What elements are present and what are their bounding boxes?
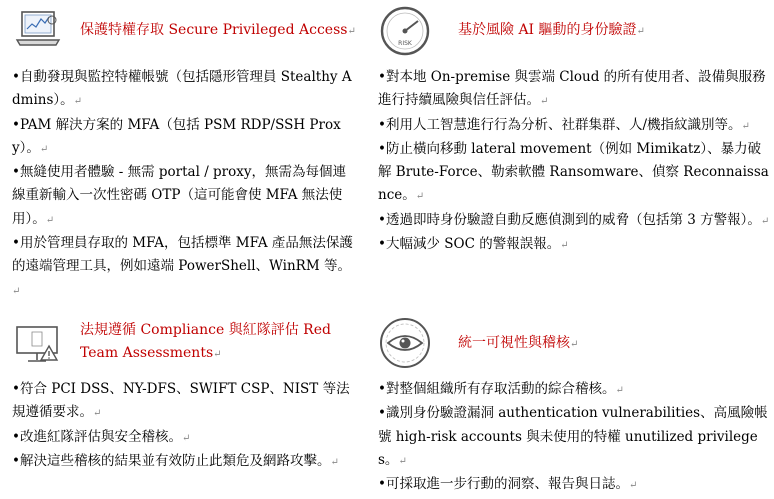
bullet-list [12,378,362,474]
eye-visibility-icon [378,316,432,370]
list-item: •自動發現與監控特權帳號（包括隱形管理員 Stealthy Admins）。↵ [12,69,352,109]
list-item: •透過即時身份驗證自動反應偵測到的威脅（包括第 3 方警報）。↵ [378,211,770,228]
list-item: •大幅減少 SOC 的警報誤報。↵ [378,236,569,253]
list-item: •識別身份驗證漏洞 authentication vulnerabilities、高風險帳號 high-risk accounts 與未使用的特權 unutilized privileges。↵ [378,405,768,468]
section-title: 統一可視性與稽核↵ [458,335,579,351]
monitor-warning-icon [14,324,62,366]
list-item: •無縫使用者體驗 - 無需 portal / proxy，無需為每個連線重新輸入一次性密碼 OTP（這可能會使 MFA 無法使用）。↵ [12,164,347,227]
laptop-chart-icon [14,10,64,48]
list-item: •可採取進一步行動的洞察、報告與日誌。↵ [378,476,638,493]
section-unified-visibility [370,312,774,499]
gauge-label: RISK [398,40,412,47]
list-item: •符合 PCI DSS、NY-DFS、SWIFT CSP、NIST 等法規遵循要求。↵ [12,381,350,421]
bullet-list [12,66,357,303]
section-compliance-red-team [0,312,380,499]
list-item: •用於管理員存取的 MFA，包括標準 MFA 產品無法保護的遠端管理工具，例如遠端 PowerShell、WinRM 等。↵ [12,235,353,297]
section-risk-based-ai-auth [370,0,774,320]
list-item: •防止橫向移動 lateral movement（例如 Mimikatz）、暴力破解 Brute-Force、勒索軟體 Ransomware、偵察 Reconnaissance。↵ [378,140,769,204]
section-title: 基於風險 AI 驅動的身份驗證↵ [458,22,645,38]
list-item: •解決這些稽核的結果並有效防止此類危及網路攻擊。↵ [12,452,339,469]
section-title: 保護特權存取 Secure Privileged Access↵ [80,22,356,38]
section-secure-privileged-access [0,0,380,320]
list-item: •改進紅隊評估與安全稽核。↵ [12,428,191,445]
risk-gauge-icon [378,4,432,58]
bullet-list [378,378,770,497]
bullet-list [378,66,770,257]
list-item: •利用人工智慧進行行為分析、社群集群、人/機指紋識別等。↵ [378,116,750,133]
list-item: •對整個組織所有存取活動的綜合稽核。↵ [378,381,624,397]
list-item: •PAM 解決方案的 MFA（包括 PSM RDP/SSH Proxy）。↵ [12,116,341,156]
section-title: 法規遵循 Compliance 與紅隊評估 Red Team Assessments↵ [80,322,331,361]
list-item: •對本地 On-premise 與雲端 Cloud 的所有使用者、設備與服務進行持續風險與信任評估。↵ [378,69,766,109]
